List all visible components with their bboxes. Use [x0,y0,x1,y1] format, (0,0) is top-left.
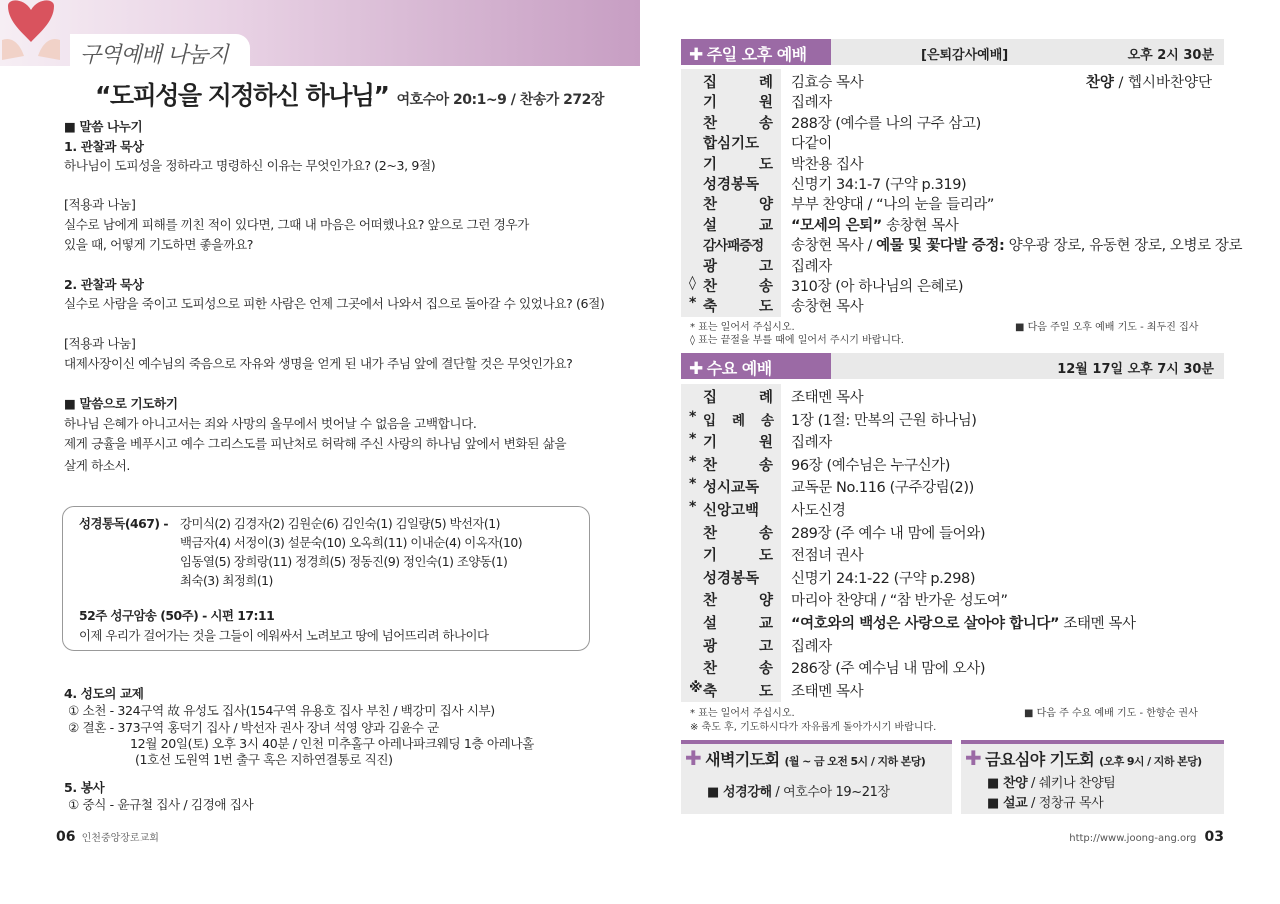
service-item: ① 중식 - 윤규철 집사 / 김경애 집사 [68,797,254,812]
memory-verse-title: 52주 성구암송 (50주) - 시편 17:11 [79,608,275,623]
friday-prayer-item-label: ■ 찬양 [987,776,1028,791]
apply-text: 대제사장이신 예수님의 죽음으로 자유와 생명을 얻게 된 내가 주님 앞에 결단할 것은 무엇인가요? [64,356,573,371]
row-label: 기 원 [703,95,773,112]
reading-label: 성경통독(467) - [79,516,169,531]
row-label: 축 도 [703,299,773,316]
row-value-text: 집례자 [791,638,832,655]
row-value [791,680,863,701]
fellowship-item: ① 소천 - 324구역 故 유성도 집사(154구역 유용호 집사 부친 / 백강미 집사 시부) [68,703,495,718]
row-value [791,409,977,430]
apply-text: 있을 때, 어떻게 기도하면 좋을까요? [64,237,254,252]
page-footer [56,829,159,845]
row-mark: * [689,295,697,312]
row-mark: * [689,431,697,448]
row-label: 찬 송 [703,457,773,474]
row-label: 집 례 [703,390,773,406]
sunday-worship-time: 오후 2시 30분 [1127,48,1214,63]
friday-prayer-item-text: / 쉐키나 찬양팀 [1027,776,1116,791]
order-row [681,384,1224,406]
dawn-prayer-schedule: (월 ~ 금 오전 5시 / 지하 본당) [784,755,926,768]
banner-title: 구역예배 나눔지 [80,43,228,68]
row-label: 설 교 [703,217,773,234]
row-mark: * [689,499,697,515]
row-value [791,476,974,497]
row-value-text: 양우광 장로, 유동현 장로, 오병로 장로 [1004,238,1243,255]
praise-label: 찬양 [1085,75,1114,91]
church-name: 인천중앙장로교회 [81,833,159,844]
wednesday-note: ※ 축도 후, 기도하시다가 자유롭게 돌아가시기 바랍니다. [690,722,937,733]
dawn-prayer-item-label: ■ 성경강해 [707,785,772,800]
order-row [681,474,1224,496]
row-value [791,567,975,588]
question-heading: 1. 관찰과 묵상 [64,139,144,154]
row-label: 기 원 [703,435,773,452]
row-label: 찬 양 [703,197,773,214]
row-value-text: 사도신경 [791,503,846,519]
row-value-text: 조태멘 목사 [791,390,864,406]
order-row [681,253,1224,275]
row-value-text: 부부 찬양대 / “나의 눈을 들리라” [791,197,995,214]
sunday-worship-subtitle: [은퇴감사예배] [921,48,1009,63]
accent-bar [681,740,952,744]
row-label: 성시교독 [703,480,760,497]
prayer-text: 제게 긍휼을 베푸시고 예수 그리스도를 피난처로 허락해 주신 사랑의 하나님 앞에서 변화된 삶을 [64,436,567,451]
row-value-emphasis: 예물 및 꽃다발 증정: [876,238,1005,255]
row-mark: ◊ [689,275,696,291]
row-value-text: 288장 (예수를 나의 구주 삼고) [791,115,981,132]
row-value-text: 송창현 목사 [791,299,864,316]
prayer-text: 하나님 은혜가 아니고서는 죄와 사망의 올무에서 벗어날 수 없음을 고백합니다. [64,416,477,431]
sunday-worship-header [681,39,1224,65]
order-row [681,191,1224,213]
apply-heading: [적용과 나눔] [64,336,136,351]
row-value-text: 다같이 [791,136,832,153]
dawn-prayer-title [685,746,925,770]
prayer-text: 살게 하소서. [64,458,131,473]
cross-icon: ✚ [685,746,702,770]
apply-text: 실수로 남에게 피해를 끼친 적이 있다면, 그때 내 마음은 어떠했나요? 앞으로 그런 경우가 [64,217,529,232]
order-row [681,212,1224,234]
fellowship-heading: 4. 성도의 교제 [64,686,144,701]
friday-prayer-item-label: ■ 설교 [987,796,1028,811]
apply-heading: [적용과 나눔] [64,197,136,212]
dawn-prayer-title-text: 새벽기도회 [705,750,780,769]
row-value-text: 교독문 No.116 (구주강림(2)) [791,480,974,497]
row-value-text: 송창현 목사 [881,217,959,234]
page-footer [1069,829,1224,845]
section-heading: ■ 말씀으로 기도하기 [64,396,178,411]
order-row [681,610,1224,632]
question-heading: 2. 관찰과 묵상 [64,277,144,292]
row-value-text: 96장 (예수님은 누구신가) [791,457,951,474]
dawn-prayer-item [707,781,890,800]
row-value [791,635,832,656]
order-row [681,151,1224,173]
row-value-text: 박찬용 집사 [791,156,864,173]
friday-prayer-title-text: 금요심야 기도회 [985,750,1095,769]
question-text: 하나님이 도피성을 정하라고 명령하신 이유는 무엇인가요? (2~3, 9절) [64,158,436,173]
wednesday-next-prayer: ■ 다음 주 수요 예배 기도 - 한향순 권사 [1024,708,1198,719]
order-row [681,273,1224,295]
order-row [681,293,1224,315]
row-value-text: 송창현 목사 / [791,238,877,255]
row-label: 축 도 [703,683,773,700]
row-label: 기 도 [703,156,773,173]
page-number: 03 [1204,829,1224,845]
row-label: 성경봉독 [703,177,760,193]
row-mark: * [689,453,697,470]
wednesday-worship-title: 수요 예배 [706,359,772,378]
row-value-emphasis: “여호와의 백성은 사랑으로 살아야 합니다” [791,616,1060,632]
row-value-text: 집례자 [791,258,832,275]
order-row [681,520,1224,542]
row-value-text: 집례자 [791,435,832,452]
sermon-reference: 여호수아 20:1~9 / 찬송가 272장 [396,92,604,108]
order-row [681,407,1224,429]
fellowship-item-detail: 12월 20일(토) 오후 3시 40분 / 인천 미추홀구 아레나파크웨딩 1층 아레나홀 [130,736,534,751]
dawn-prayer-item-text: / 여호수아 19~21장 [771,785,890,800]
wednesday-worship-title-tag [681,353,831,379]
row-label: 광 고 [703,638,773,655]
page-number: 06 [56,829,76,845]
dawn-prayer-box [681,740,952,814]
friday-prayer-schedule: (오후 9시 / 지하 본당) [1099,755,1202,768]
row-value-text: 조태멘 목사 [791,683,864,700]
sunday-note: * 표는 일어서 주십시오. [690,322,795,333]
wednesday-note: * 표는 일어서 주십시오. [690,708,795,719]
order-row [681,655,1224,677]
wednesday-worship-header [681,353,1224,379]
sunday-next-prayer: ■ 다음 주일 오후 예배 기도 - 최두진 집사 [1015,322,1199,333]
sermon-title [95,76,604,112]
row-value-text: 289장 (주 예수 내 맘에 들어와) [791,525,986,542]
row-value-text: 310장 (아 하나님의 은혜로) [791,279,964,295]
order-row [681,587,1224,609]
order-row [681,130,1224,152]
cross-icon: ✚ [689,359,703,379]
row-value-text: 집례자 [791,95,832,112]
row-value-text: 조태멘 목사 [1059,616,1136,632]
reading-names: 강미식(2) 김경자(2) 김원순(6) 김인숙(1) 김일량(5) 박선자(1) [180,516,500,531]
wednesday-worship-time: 12월 17일 오후 7시 30분 [1057,362,1214,377]
heart-hands-icon [2,0,60,60]
row-value [791,431,832,452]
cross-icon: ✚ [689,45,703,65]
reading-names: 백금자(4) 서정이(3) 설문숙(10) 오옥희(11) 이내순(4) 이옥자(10) [180,535,523,550]
friday-prayer-box [961,740,1224,814]
sunday-order [681,69,1243,317]
memory-verse-text: 이제 우리가 걸어가는 것을 그들이 에워싸서 노려보고 땅에 넘어뜨리려 하나이다 [79,628,489,643]
row-label: 입 례 송 [703,412,773,429]
friday-prayer-item [987,772,1115,791]
praise-team-name: / 헵시바찬양단 [1113,75,1212,91]
row-mark: * [689,408,697,425]
accent-bar [961,740,1224,744]
row-mark: * [689,476,697,493]
row-value [791,522,985,543]
fellowship-item: ② 결혼 - 373구역 홍덕기 집사 / 박선자 권사 장녀 석영 양과 김윤수 군 [68,720,439,735]
sunday-worship-title: 주일 오후 예배 [706,45,807,64]
row-value-text: 전점녀 권사 [791,548,864,565]
reading-names: 최숙(3) 최정희(1) [180,573,273,588]
row-value [791,454,950,475]
sunday-note: ◊ 표는 끝절을 부를 때에 일어서 주시기 바랍니다. [690,335,904,346]
reading-names: 임동열(5) 장희랑(11) 정경희(5) 정동진(9) 정인숙(1) 조양동(1) [180,554,508,569]
row-mark: ※ [689,679,703,696]
row-value [791,657,985,678]
order-row [681,452,1224,474]
row-value-text: 마리아 찬양대 / “참 반가운 성도여” [791,593,1008,610]
row-label: 설 교 [703,616,773,632]
order-row [681,497,1224,519]
order-row [681,633,1224,655]
order-row [681,89,1224,111]
row-label: 광 고 [703,258,773,275]
banner-title-tab [70,34,250,68]
row-label: 합심기도 [703,136,760,153]
sermon-title-text: “도피성을 지정하신 하나님” [95,81,389,110]
row-label: 찬 송 [703,525,773,542]
row-label: 성경봉독 [703,570,760,587]
cross-icon: ✚ [965,746,982,770]
sunday-worship-title-tag [681,39,831,65]
row-label: 신앙고백 [703,503,760,519]
order-row [681,542,1224,564]
row-value [791,386,863,407]
header-banner [0,0,640,66]
row-value [791,612,1136,633]
row-value-text: 신명기 34:1-7 (구약 p.319) [791,177,967,193]
row-value [791,544,863,565]
row-label: 기 도 [703,548,773,565]
row-label: 찬 송 [703,279,773,295]
friday-prayer-title [965,746,1202,770]
row-value-text: 1장 (1절: 만복의 근원 하나님) [791,412,977,429]
row-value-text: 김효승 목사 [791,75,864,91]
fellowship-item-detail: (1호선 도원역 1번 출구 혹은 지하연결통로 직진) [135,752,393,767]
row-value [791,295,863,316]
row-value-text: 신명기 24:1-22 (구약 p.298) [791,570,976,587]
order-row [681,171,1224,193]
row-label: 집 례 [703,75,773,91]
row-value-emphasis: “모세의 은퇴” [791,217,882,234]
row-value-text: 286장 (주 예수님 내 맘에 오사) [791,661,986,678]
order-row [681,110,1224,132]
church-website-link[interactable]: http://www.joong-ang.org [1069,833,1197,844]
order-row [681,429,1224,451]
order-row [681,69,1224,91]
row-label: 찬 양 [703,593,773,610]
section-heading: ■ 말씀 나누기 [64,119,143,134]
wednesday-order [681,384,1224,702]
row-label: 찬 송 [703,115,773,132]
row-label: 감사패증정 [703,238,764,255]
question-text: 실수로 사람을 죽이고 도피성으로 피한 사람은 언제 그곳에서 나와서 집으로 돌아갈 수 있었나요? (6절) [64,296,605,311]
service-heading: 5. 봉사 [64,780,105,795]
order-row [681,232,1243,255]
row-label: 찬 송 [703,661,773,678]
friday-prayer-item-text: / 정창규 목사 [1027,796,1104,811]
row-value [791,499,845,520]
order-row [681,678,1224,700]
row-value [791,589,1008,610]
order-row [681,565,1224,587]
friday-prayer-item [987,792,1103,811]
